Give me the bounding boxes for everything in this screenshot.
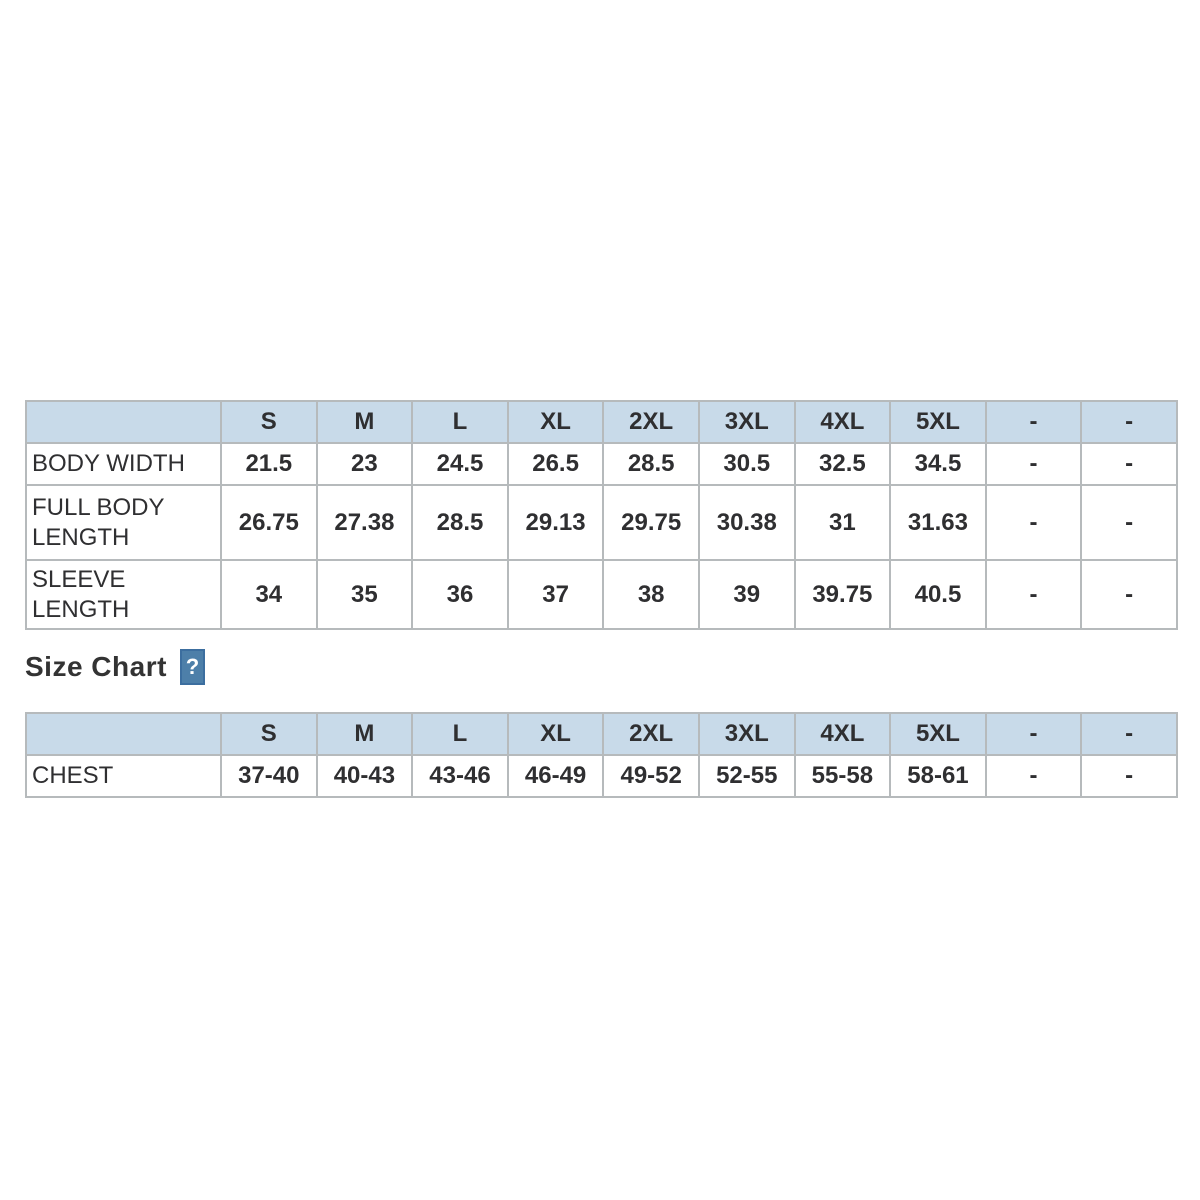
row-label: SLEEVE LENGTH: [26, 560, 221, 629]
value-cell: 23: [317, 443, 413, 485]
value-cell: -: [1081, 443, 1177, 485]
row-label-header: [26, 713, 221, 755]
value-cell: 52-55: [699, 755, 795, 797]
table-row: [26, 560, 1177, 629]
value-cell: 28.5: [603, 443, 699, 485]
value-cell: 37-40: [221, 755, 317, 797]
size-chart-help-button[interactable]: ?: [180, 649, 205, 685]
chest-size-table: [25, 712, 1178, 798]
size-column-header: -: [1081, 713, 1177, 755]
table-row: [26, 755, 1177, 797]
size-column-header: S: [221, 713, 317, 755]
size-column-header: 4XL: [795, 401, 891, 443]
value-cell: 28.5: [412, 485, 508, 560]
value-cell: 43-46: [412, 755, 508, 797]
value-cell: 40.5: [890, 560, 986, 629]
value-cell: -: [986, 560, 1082, 629]
size-column-header: 4XL: [795, 713, 891, 755]
value-cell: 32.5: [795, 443, 891, 485]
size-column-header: L: [412, 713, 508, 755]
size-chart-heading-row: [25, 649, 205, 685]
value-cell: 34.5: [890, 443, 986, 485]
size-column-header: S: [221, 401, 317, 443]
header-row: [26, 401, 1177, 443]
value-cell: 38: [603, 560, 699, 629]
size-chart-title: Size Chart: [25, 651, 167, 682]
value-cell: -: [1081, 485, 1177, 560]
value-cell: 55-58: [795, 755, 891, 797]
row-label: FULL BODY LENGTH: [26, 485, 221, 560]
size-column-header: XL: [508, 401, 604, 443]
value-cell: 34: [221, 560, 317, 629]
value-cell: 31.63: [890, 485, 986, 560]
size-column-header: 5XL: [890, 401, 986, 443]
value-cell: -: [1081, 755, 1177, 797]
garment-measurement-table: [25, 400, 1178, 630]
size-column-header: 2XL: [603, 713, 699, 755]
size-column-header: M: [317, 401, 413, 443]
value-cell: 26.5: [508, 443, 604, 485]
header-row: [26, 713, 1177, 755]
size-column-header: 2XL: [603, 401, 699, 443]
size-column-header: -: [1081, 401, 1177, 443]
value-cell: 37: [508, 560, 604, 629]
table-row: [26, 443, 1177, 485]
value-cell: 40-43: [317, 755, 413, 797]
value-cell: 39: [699, 560, 795, 629]
value-cell: 31: [795, 485, 891, 560]
value-cell: 36: [412, 560, 508, 629]
size-column-header: -: [986, 713, 1082, 755]
value-cell: 39.75: [795, 560, 891, 629]
table-row: [26, 485, 1177, 560]
size-column-header: M: [317, 713, 413, 755]
size-column-header: 5XL: [890, 713, 986, 755]
row-label: BODY WIDTH: [26, 443, 221, 485]
value-cell: 30.38: [699, 485, 795, 560]
value-cell: 46-49: [508, 755, 604, 797]
size-column-header: -: [986, 401, 1082, 443]
value-cell: -: [1081, 560, 1177, 629]
value-cell: 29.13: [508, 485, 604, 560]
value-cell: 58-61: [890, 755, 986, 797]
size-column-header: 3XL: [699, 713, 795, 755]
value-cell: 30.5: [699, 443, 795, 485]
value-cell: 26.75: [221, 485, 317, 560]
row-label: CHEST: [26, 755, 221, 797]
value-cell: 21.5: [221, 443, 317, 485]
value-cell: 24.5: [412, 443, 508, 485]
size-column-header: XL: [508, 713, 604, 755]
value-cell: 29.75: [603, 485, 699, 560]
size-column-header: L: [412, 401, 508, 443]
size-column-header: 3XL: [699, 401, 795, 443]
value-cell: 27.38: [317, 485, 413, 560]
value-cell: -: [986, 755, 1082, 797]
value-cell: 49-52: [603, 755, 699, 797]
value-cell: -: [986, 485, 1082, 560]
value-cell: 35: [317, 560, 413, 629]
value-cell: -: [986, 443, 1082, 485]
row-label-header: [26, 401, 221, 443]
